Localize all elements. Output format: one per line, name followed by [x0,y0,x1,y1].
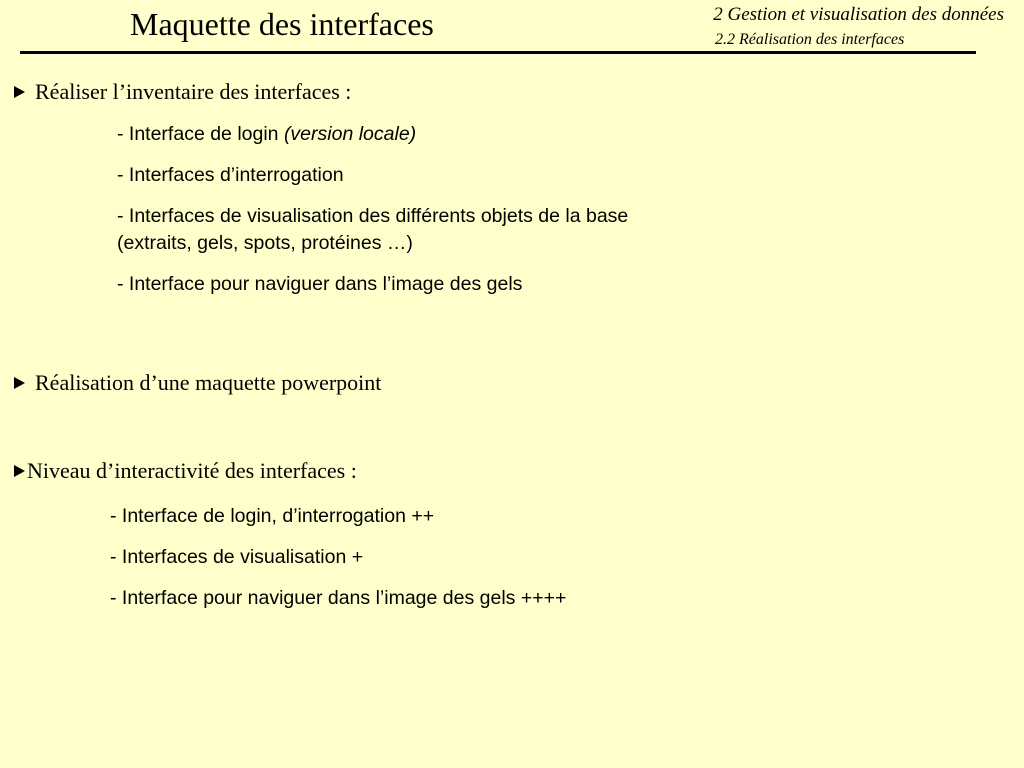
arrow-right-icon [14,86,25,98]
title-underline [20,51,976,54]
list-item: - Interface pour naviguer dans l’image des gels ++++ [110,587,567,609]
list-item: - Interface pour naviguer dans l’image des gels [117,273,523,295]
list-item: - Interface de login, d’interrogation ++ [110,505,435,527]
list-item-text: - Interface de login [117,123,284,145]
section-heading: 2 Gestion et visualisation des données [713,4,1004,25]
list-item-continuation: (extraits, gels, spots, protéines …) [117,232,413,254]
list-item-emphasis: (version locale) [283,123,417,145]
list-item-text: - Interfaces de visualisation des différents objets de la base [117,205,629,227]
bullet-label: Niveau d’interactivité des interfaces : [27,458,357,483]
list-item [117,203,628,257]
bullet-label: Réalisation d’une maquette powerpoint [35,370,382,395]
bullet-inventory [14,79,351,105]
bullet-interactivity [14,458,357,484]
list-item [117,121,416,148]
arrow-right-icon [14,377,25,389]
bullet-mockup [14,370,381,396]
page-title: Maquette des interfaces [130,6,434,42]
list-item: - Interfaces d’interrogation [117,164,344,186]
bullet-label: Réaliser l’inventaire des interfaces : [35,79,352,104]
subsection-heading: 2.2 Réalisation des interfaces [715,31,905,48]
arrow-right-icon [14,465,25,477]
list-item: - Interfaces de visualisation + [110,546,364,568]
